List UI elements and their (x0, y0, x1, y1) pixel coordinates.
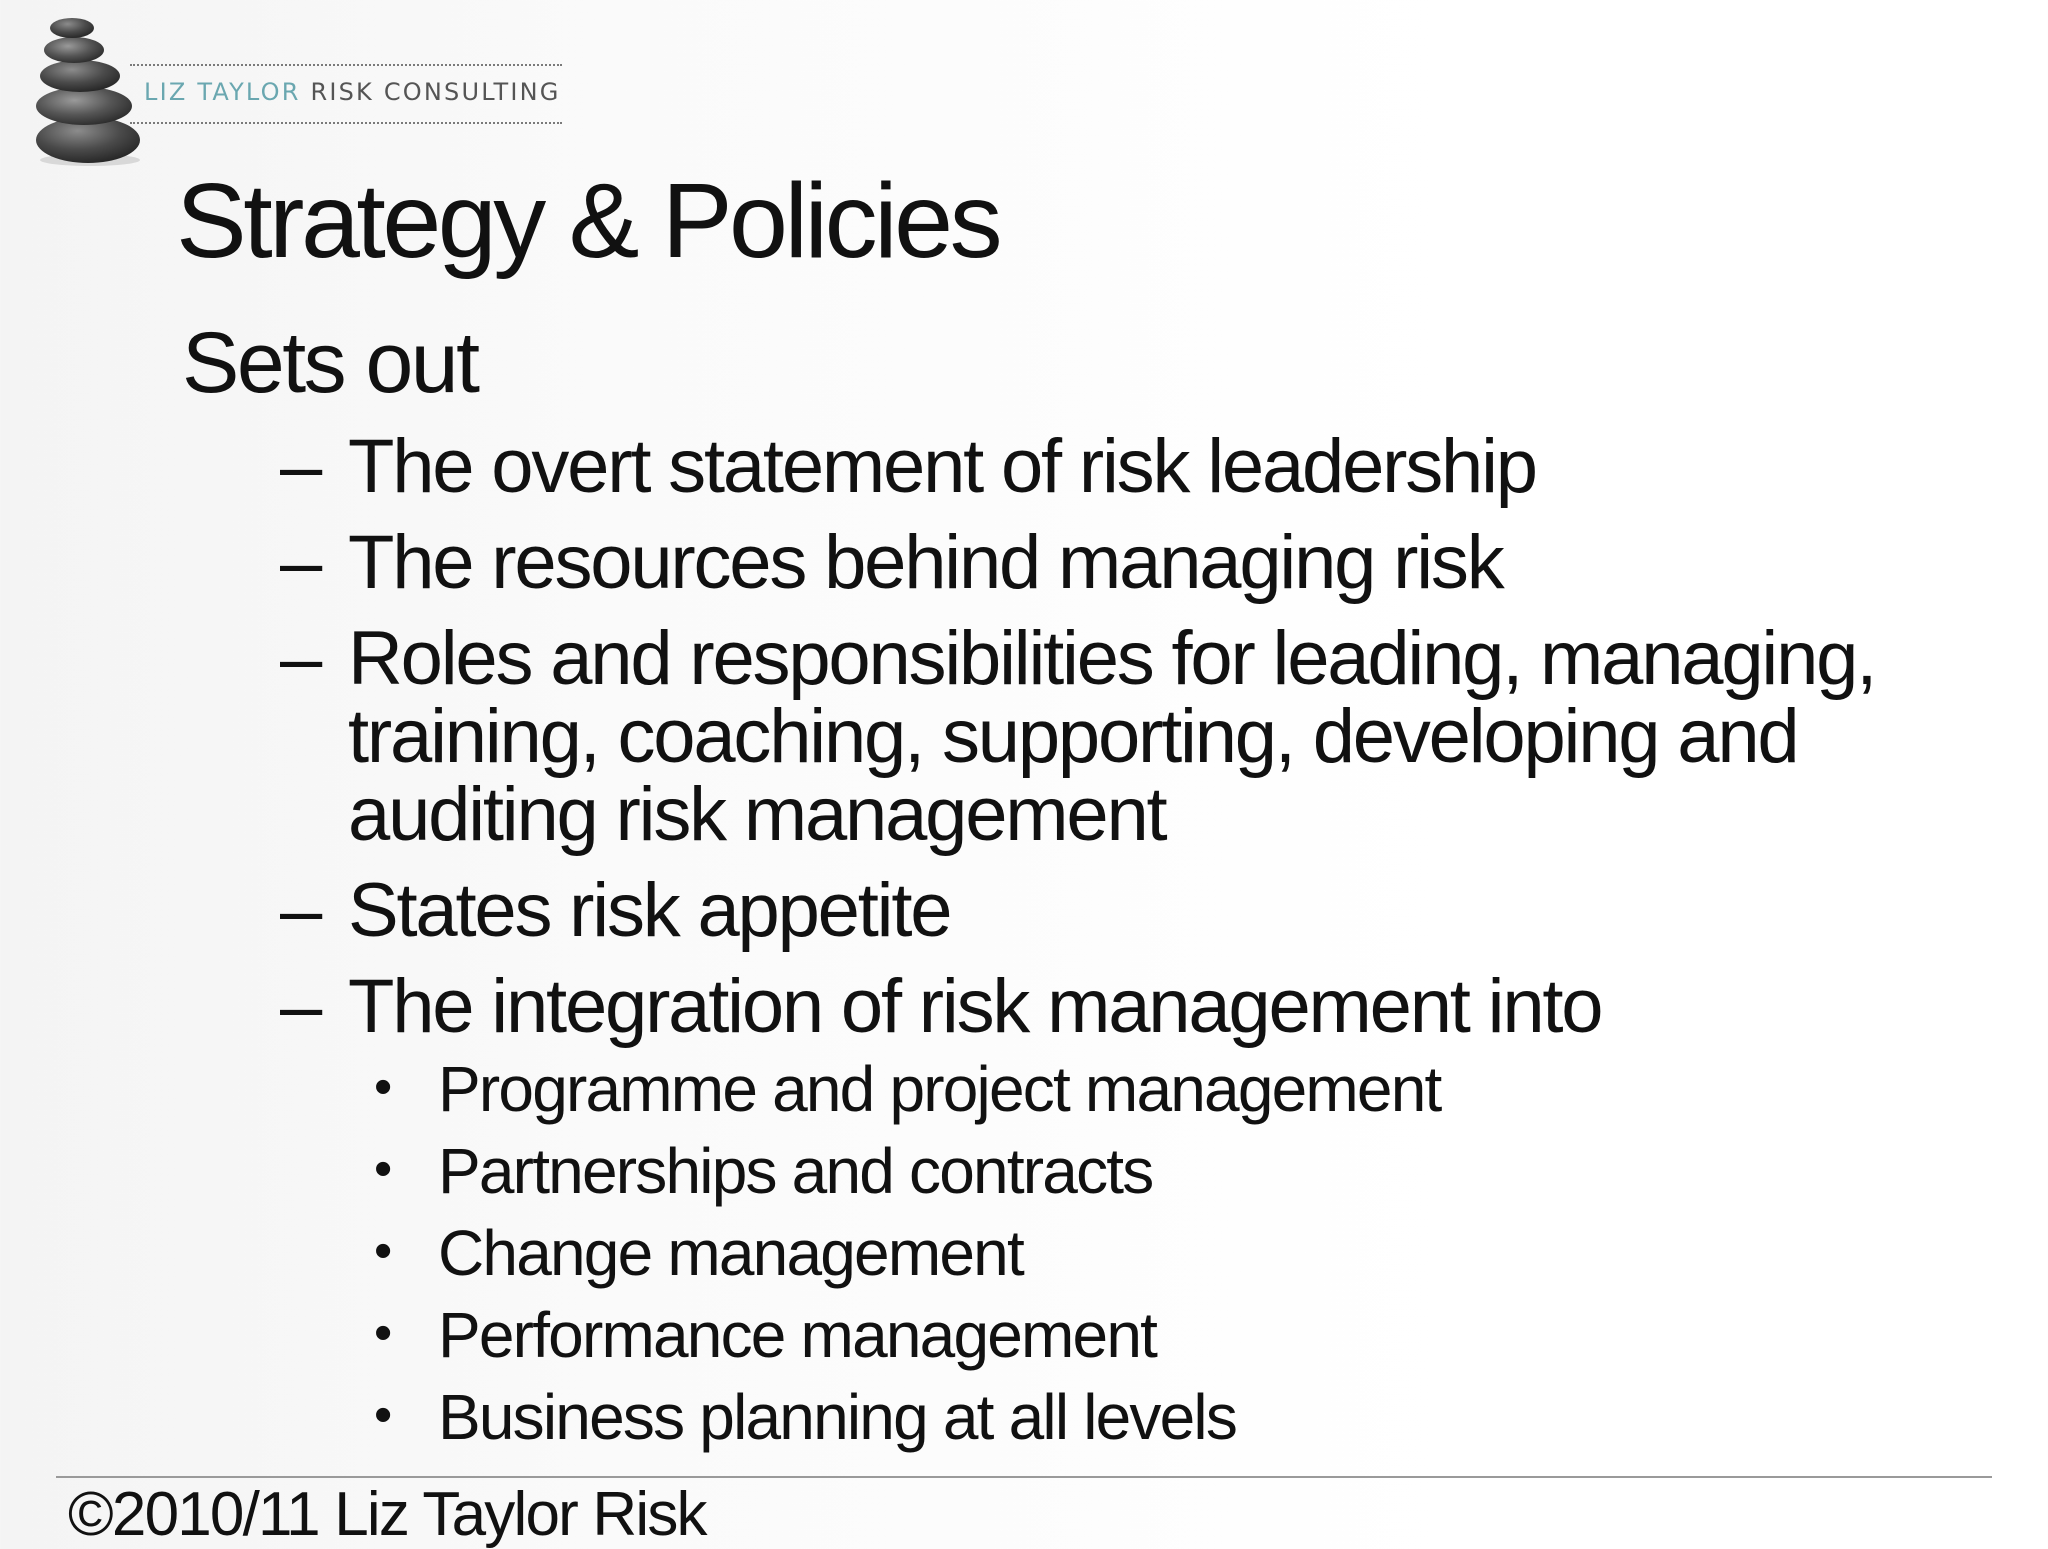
footer-copyright: ©2010/11 Liz Taylor Risk (68, 1480, 706, 1549)
point-text: The integration of risk management into (348, 964, 1602, 1049)
point-list (280, 424, 2030, 1468)
bullet-marker: • (374, 1222, 391, 1280)
sub-point-text: Programme and project management (438, 1053, 1441, 1125)
logo-name: LIZ TAYLOR (144, 78, 301, 106)
footer-divider (56, 1476, 1992, 1478)
logo-wordmark (144, 78, 561, 106)
sub-list-item (348, 1135, 2048, 1207)
stacked-stones-icon (22, 14, 152, 174)
bullet-marker: • (374, 1140, 391, 1198)
sub-list-item (348, 1299, 2048, 1371)
bullet-marker: • (374, 1058, 391, 1116)
sub-point-text: Partnerships and contracts (438, 1135, 1153, 1207)
sub-point-text: Performance management (438, 1299, 1157, 1371)
logo-divider-top (130, 64, 562, 66)
sub-point-list (348, 1053, 2030, 1453)
lead-text: Sets out (182, 315, 478, 411)
list-item (280, 868, 2030, 953)
point-text: The resources behind managing risk (348, 520, 1503, 605)
point-text: The overt statement of risk leadership (348, 424, 1536, 509)
list-item (280, 964, 2030, 1453)
dash-marker: – (280, 424, 321, 509)
bullet-marker: • (374, 1304, 391, 1362)
dash-marker: – (280, 964, 321, 1049)
dash-marker: – (280, 868, 321, 953)
sub-point-text: Business planning at all levels (438, 1381, 1237, 1453)
sub-point-text: Change management (438, 1217, 1023, 1289)
logo-divider-bottom (130, 122, 562, 124)
sub-list-item (348, 1217, 2048, 1289)
list-item (280, 424, 2030, 509)
company-logo (22, 14, 561, 174)
dash-marker: – (280, 616, 321, 701)
list-item (280, 616, 2030, 857)
point-text: Roles and responsibilities for leading, managing, training, coaching, supporting, developing and auditing risk management (348, 616, 1876, 857)
sub-list-item (348, 1381, 2048, 1453)
dash-marker: – (280, 520, 321, 605)
slide-title: Strategy & Policies (176, 162, 1000, 280)
bullet-marker: • (374, 1386, 391, 1444)
point-text: States risk appetite (348, 868, 951, 953)
sub-list-item (348, 1053, 2048, 1125)
logo-tagline: RISK CONSULTING (310, 78, 561, 106)
list-item (280, 520, 2030, 605)
